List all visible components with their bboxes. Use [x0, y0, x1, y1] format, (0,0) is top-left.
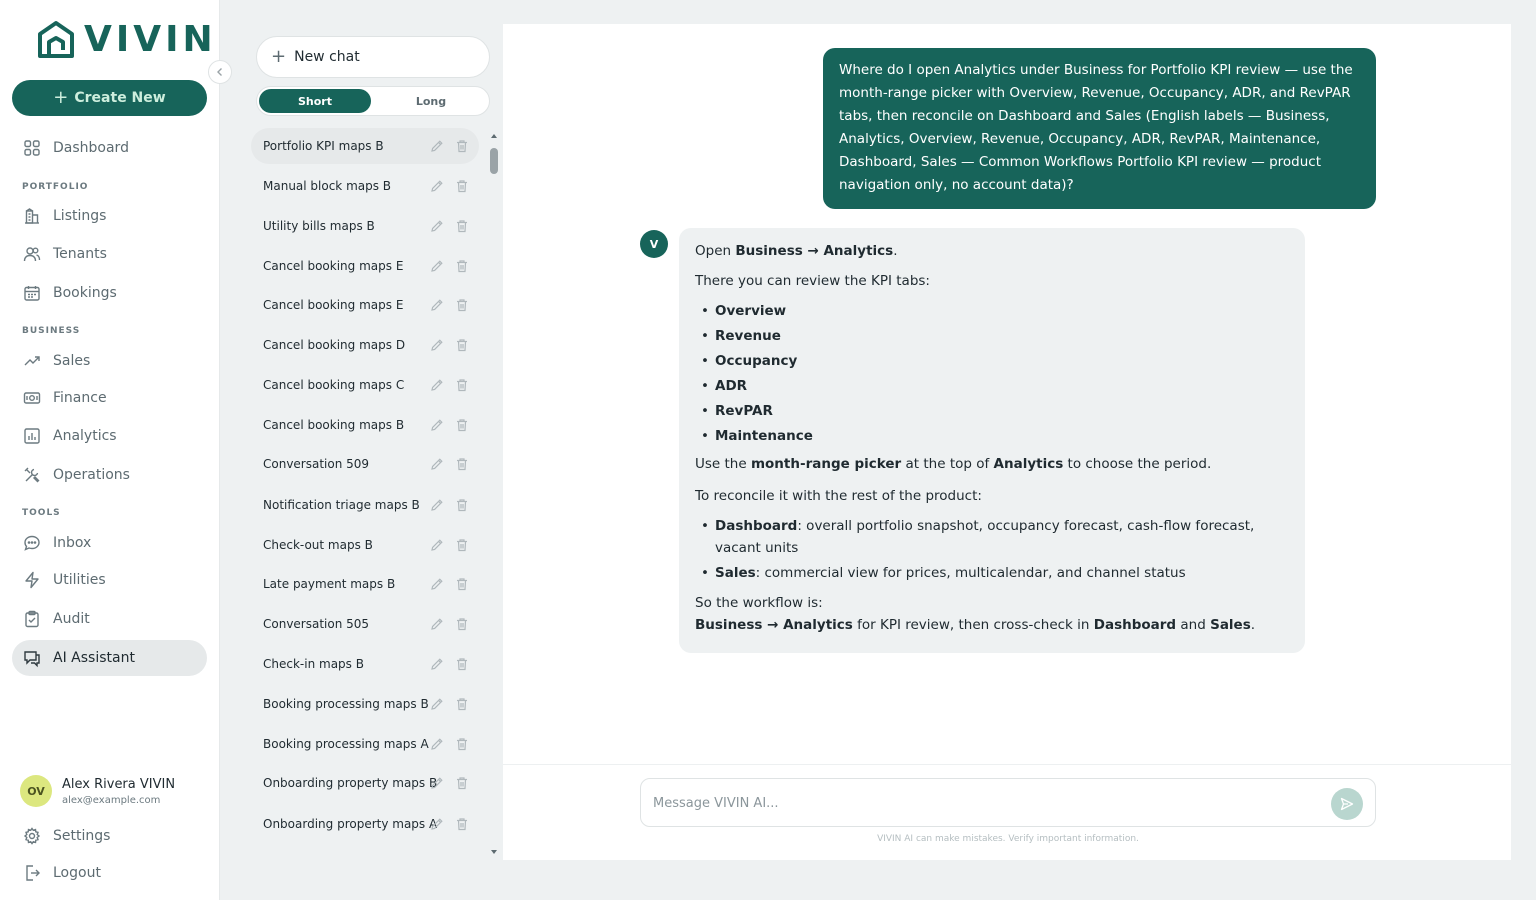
section-label-portfolio: PORTFOLIO	[22, 182, 89, 192]
list-item: • RevPAR	[699, 400, 1289, 422]
edit-pencil-icon[interactable]	[429, 775, 445, 791]
edit-pencil-icon[interactable]	[429, 218, 445, 234]
trash-icon[interactable]	[454, 576, 470, 592]
conversation-item[interactable]	[251, 487, 479, 523]
nav-label: Finance	[53, 390, 107, 406]
nav-label: Sales	[53, 353, 91, 369]
edit-pencil-icon[interactable]	[429, 417, 445, 433]
conversation-item[interactable]	[251, 806, 479, 842]
conversation-title: Cancel booking maps B	[263, 418, 405, 432]
nav-item-utilities[interactable]	[12, 562, 207, 598]
conversation-title: Cancel booking maps D	[263, 338, 406, 352]
edit-pencil-icon[interactable]	[429, 736, 445, 752]
trash-icon[interactable]	[454, 178, 470, 194]
new-chat-label: New chat	[294, 49, 360, 65]
toggle-long[interactable]: Long	[415, 94, 447, 108]
plus-icon: +	[53, 87, 69, 108]
message-input[interactable]	[653, 791, 1313, 815]
nav-item-ai-assistant[interactable]	[12, 640, 207, 676]
gear-icon	[23, 827, 41, 845]
trend-up-icon	[23, 352, 41, 370]
scroll-down-icon[interactable]	[490, 848, 498, 856]
reply-tabs-intro: There you can review the KPI tabs:	[695, 273, 930, 289]
nav-item-audit[interactable]	[12, 601, 207, 637]
user-name: Alex Rivera VIVIN	[62, 776, 176, 792]
logout-icon	[23, 864, 41, 882]
trash-icon[interactable]	[454, 138, 470, 154]
logo-house-icon	[36, 20, 76, 60]
building-icon	[23, 207, 41, 225]
edit-pencil-icon[interactable]	[429, 656, 445, 672]
avatar: OV	[20, 775, 52, 807]
conversation-title: Conversation 509	[263, 457, 370, 471]
conversation-item[interactable]	[251, 208, 479, 244]
list-item: • Overview	[699, 300, 1289, 322]
conversation-title: Check-in maps B	[263, 657, 364, 671]
assistant-message	[679, 228, 1305, 653]
nav-item-inbox[interactable]	[12, 525, 207, 561]
message-composer	[640, 778, 1376, 827]
chevron-left-icon	[214, 66, 226, 78]
conversation-title: Late payment maps B	[263, 577, 396, 591]
nav-label: Bookings	[53, 285, 117, 301]
trash-icon[interactable]	[454, 775, 470, 791]
new-chat-button[interactable]	[256, 36, 490, 78]
conversation-title: Manual block maps B	[263, 179, 392, 193]
user-email: alex@example.com	[62, 794, 161, 806]
nav-label: Tenants	[53, 246, 107, 262]
collapse-sidebar-button[interactable]	[208, 60, 232, 84]
edit-pencil-icon[interactable]	[429, 497, 445, 513]
composer-divider	[503, 764, 1511, 765]
nav-item-bookings[interactable]	[12, 275, 207, 311]
sidebar	[0, 0, 220, 900]
banknote-icon	[23, 389, 41, 407]
conversation-item[interactable]	[251, 686, 479, 722]
nav-item-dashboard[interactable]	[12, 130, 207, 166]
conversation-title: Portfolio KPI maps B	[263, 139, 384, 153]
logout-label: Logout	[53, 865, 101, 881]
trash-icon[interactable]	[454, 696, 470, 712]
edit-pencil-icon[interactable]	[429, 816, 445, 832]
trash-icon[interactable]	[454, 497, 470, 513]
conversation-title: Onboarding property maps B	[263, 776, 438, 790]
conversation-item[interactable]	[251, 327, 479, 363]
list-item: • Sales: commercial view for prices, multicalendar, and channel status	[699, 562, 1289, 584]
trash-icon[interactable]	[454, 816, 470, 832]
ai-disclaimer: VIVIN AI can make mistakes. Verify important information.	[877, 834, 1139, 844]
nav-item-sales[interactable]	[12, 343, 207, 379]
edit-pencil-icon[interactable]	[429, 337, 445, 353]
trash-icon[interactable]	[454, 456, 470, 472]
conversation-title: Booking processing maps B	[263, 697, 429, 711]
conversation-scrollbar[interactable]	[490, 132, 498, 856]
trash-icon[interactable]	[454, 537, 470, 553]
send-button[interactable]	[1331, 788, 1363, 820]
edit-pencil-icon[interactable]	[429, 576, 445, 592]
nav-item-analytics[interactable]	[12, 418, 207, 454]
bar-chart-icon	[23, 427, 41, 445]
conversation-panel	[244, 24, 502, 860]
chat-main	[503, 24, 1511, 860]
section-label-business: BUSINESS	[22, 326, 81, 336]
length-toggle	[256, 86, 490, 116]
logout-link[interactable]	[12, 855, 207, 891]
user-profile[interactable]	[20, 775, 175, 807]
tools-icon	[23, 466, 41, 484]
nav-item-operations[interactable]	[12, 457, 207, 493]
trash-icon[interactable]	[454, 297, 470, 313]
conversation-item[interactable]	[251, 646, 479, 682]
nav-label: AI Assistant	[53, 650, 135, 666]
list-item: • Occupancy	[699, 350, 1289, 372]
edit-pencil-icon[interactable]	[429, 138, 445, 154]
conversation-item[interactable]	[251, 446, 479, 482]
section-label-tools: TOOLS	[22, 508, 61, 518]
conversation-title: Check-out maps B	[263, 538, 373, 552]
calendar-icon	[23, 284, 41, 302]
user-message: Where do I open Analytics under Business for Portfolio KPI review — use the month-range picker with Overview, Revenue, Occupancy, ADR, and RevPAR tabs, then reconcile on Dashboard and Sales (English labels — Business, Analytics, Overview, Revenue, Occupancy, ADR, RevPAR, Maintenance, Dashboard, Sales — Common Workflows Portfolio KPI review — product navigation only, no account data)?	[823, 48, 1376, 209]
create-new-button[interactable]	[12, 80, 207, 116]
trash-icon[interactable]	[454, 656, 470, 672]
toggle-short[interactable]: Short	[259, 89, 371, 113]
reply-reconcile-intro: To reconcile it with the rest of the product:	[695, 488, 982, 504]
nav-item-listings[interactable]	[12, 198, 207, 234]
nav-label: Analytics	[53, 428, 117, 444]
conversation-item[interactable]	[251, 407, 479, 443]
list-item: • Dashboard: overall portfolio snapshot, occupancy forecast, cash-flow forecast, vacant units	[699, 515, 1289, 559]
conversation-item[interactable]	[251, 726, 479, 762]
reply-picker-line: Use the month-range picker at the top of Analytics to choose the period.	[695, 456, 1212, 472]
conversation-item[interactable]	[251, 566, 479, 602]
brand-logo[interactable]	[36, 20, 217, 60]
nav-label: Utilities	[53, 572, 106, 588]
list-item: • Maintenance	[699, 425, 1289, 447]
bolt-icon	[23, 571, 41, 589]
conversation-item[interactable]	[251, 527, 479, 563]
settings-label: Settings	[53, 828, 111, 844]
clipboard-icon	[23, 610, 41, 628]
brand-name: VIVIN	[84, 19, 217, 60]
scrollbar-thumb[interactable]	[490, 148, 498, 174]
scroll-up-icon[interactable]	[490, 132, 498, 140]
edit-pencil-icon[interactable]	[429, 258, 445, 274]
trash-icon[interactable]	[454, 736, 470, 752]
reply-workflow-intro: So the workflow is:	[695, 595, 823, 611]
create-new-label: Create New	[74, 90, 166, 106]
conversation-list	[250, 128, 482, 860]
nav-label: Operations	[53, 467, 130, 483]
conversation-item[interactable]	[251, 287, 479, 323]
conversation-title: Cancel booking maps E	[263, 298, 404, 312]
edit-pencil-icon[interactable]	[429, 696, 445, 712]
plus-icon: +	[271, 46, 287, 67]
trash-icon[interactable]	[454, 337, 470, 353]
reply-reconcile-list	[699, 515, 1289, 584]
list-item: • Revenue	[699, 325, 1289, 347]
edit-pencil-icon[interactable]	[429, 616, 445, 632]
trash-icon[interactable]	[454, 218, 470, 234]
edit-pencil-icon[interactable]	[429, 297, 445, 313]
conversation-title: Booking processing maps A	[263, 737, 429, 751]
edit-pencil-icon[interactable]	[429, 456, 445, 472]
send-icon	[1340, 797, 1354, 811]
nav-label: Audit	[53, 611, 90, 627]
edit-pencil-icon[interactable]	[429, 178, 445, 194]
grid-icon	[23, 139, 41, 157]
users-icon	[23, 245, 41, 263]
nav-label: Inbox	[53, 535, 92, 551]
list-item: • ADR	[699, 375, 1289, 397]
conversation-title: Onboarding property maps A	[263, 817, 438, 831]
nav-label: Dashboard	[53, 140, 129, 156]
reply-tabs-list	[699, 300, 1289, 447]
trash-icon[interactable]	[454, 258, 470, 274]
conversation-title: Cancel booking maps C	[263, 378, 405, 392]
trash-icon[interactable]	[454, 377, 470, 393]
edit-pencil-icon[interactable]	[429, 377, 445, 393]
conversation-title: Utility bills maps B	[263, 219, 375, 233]
settings-link[interactable]	[12, 818, 207, 854]
conversation-title: Conversation 505	[263, 617, 370, 631]
nav-item-finance[interactable]	[12, 380, 207, 416]
conversation-item[interactable]	[251, 367, 479, 403]
nav-label: Listings	[53, 208, 107, 224]
chat-bubbles-icon	[23, 649, 41, 667]
conversation-item[interactable]	[251, 765, 479, 801]
conversation-item[interactable]	[251, 606, 479, 642]
conversation-title: Notification triage maps B	[263, 498, 420, 512]
trash-icon[interactable]	[454, 616, 470, 632]
conversation-item[interactable]	[251, 168, 479, 204]
reply-open-line: Open Business → Analytics.	[695, 243, 898, 259]
nav-item-tenants[interactable]	[12, 236, 207, 272]
assistant-avatar: V	[640, 230, 668, 258]
conversation-item[interactable]	[251, 128, 479, 164]
message-icon	[23, 534, 41, 552]
conversation-title: Cancel booking maps E	[263, 259, 404, 273]
reply-workflow-line: Business → Analytics for KPI review, then cross-check in Dashboard and Sales.	[695, 617, 1256, 633]
edit-pencil-icon[interactable]	[429, 537, 445, 553]
trash-icon[interactable]	[454, 417, 470, 433]
conversation-item[interactable]	[251, 248, 479, 284]
